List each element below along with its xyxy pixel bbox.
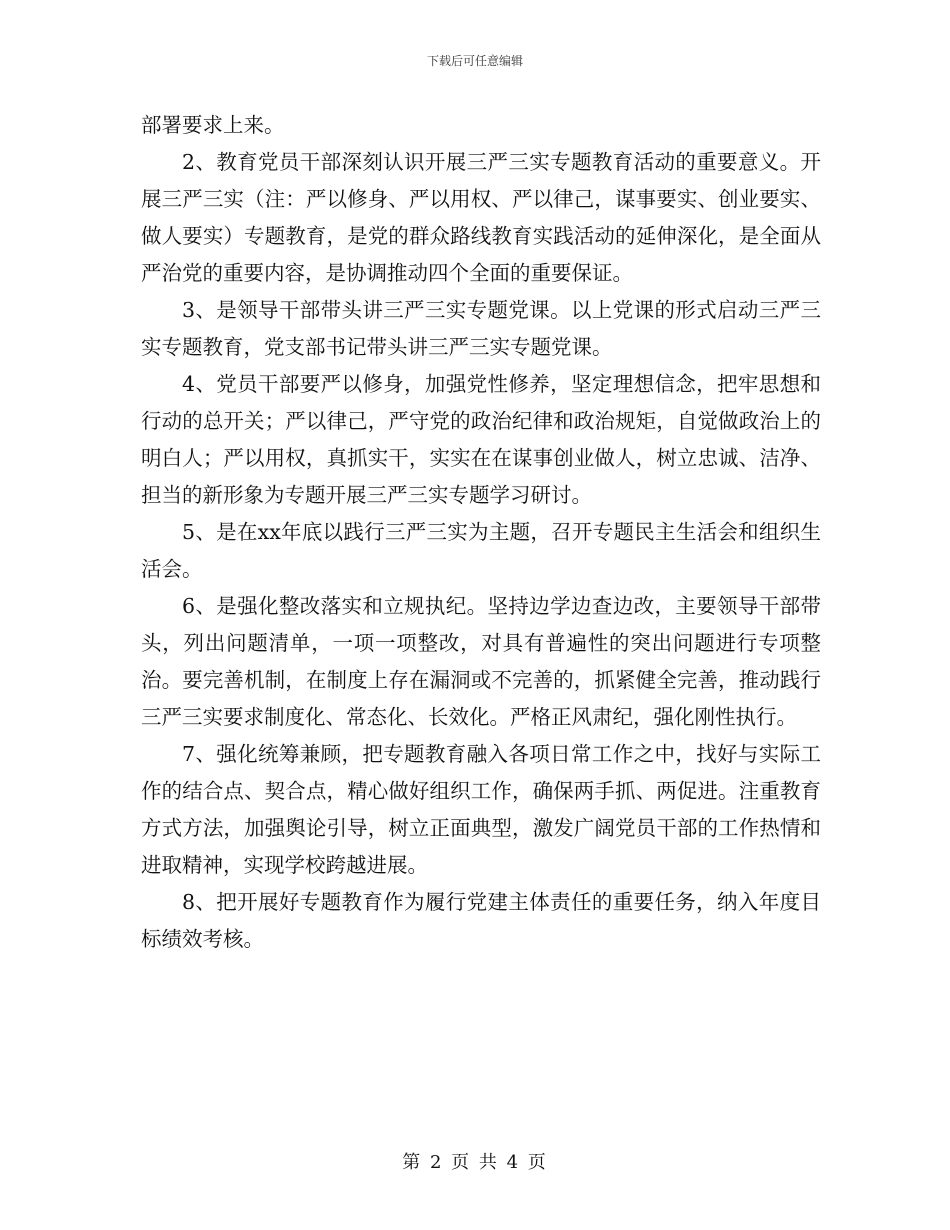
document-body: [141, 107, 821, 958]
paragraph-4: 4、党员干部要严以修身，加强党性修养，坚定理想信念，把牢思想和行动的总开关；严以律己，严守党的政治纪律和政治规矩，自觉做政治上的明白人；严以用权，真抓实干，实实在在谋事创业做人，树立忠诚、洁净、担当的新形象为专题开展三严三实专题学习研讨。: [141, 372, 821, 507]
paragraph-8: 8、把开展好专题教育作为履行党建主体责任的重要任务，纳入年度目标绩效考核。: [141, 890, 821, 951]
paragraph-6: 6、是强化整改落实和立规执纪。坚持边学边查边改，主要领导干部带头，列出问题清单，一项一项整改，对具有普遍性的突出问题进行专项整治。要完善机制，在制度上存在漏洞或不完善的，抓紧健全完善，推动践行三严三实要求制度化、常态化、长效化。严格正风肃纪，强化刚性执行。: [141, 594, 821, 729]
paragraph-1: 部署要求上来。: [141, 113, 285, 137]
paragraph-7: 7、强化统筹兼顾，把专题教育融入各项日常工作之中，找好与实际工作的结合点、契合点，精心做好组织工作，确保两手抓、两促进。注重教育方式方法，加强舆论引导，树立正面典型，激发广阔党员干部的工作热情和进取精神，实现学校跨越进展。: [141, 742, 821, 877]
page-header-note: 下载后可任意编辑: [426, 54, 523, 68]
paragraph-5: 5、是在xx年底以践行三严三实为主题，召开专题民主生活会和组织生活会。: [141, 520, 821, 581]
page-number: 第 2 页 共 4 页: [402, 1152, 548, 1173]
paragraph-2: 2、教育党员干部深刻认识开展三严三实专题教育活动的重要意义。开展三严三实（注：严以修身、严以用权、严以律己，谋事要实、创业要实、做人要实）专题教育，是党的群众路线教育实践活动的延伸深化，是全面从严治党的重要内容，是协调推动四个全面的重要保证。: [141, 150, 821, 285]
paragraph-3: 3、是领导干部带头讲三严三实专题党课。以上党课的形式启动三严三实专题教育，党支部书记带头讲三严三实专题党课。: [141, 298, 821, 359]
